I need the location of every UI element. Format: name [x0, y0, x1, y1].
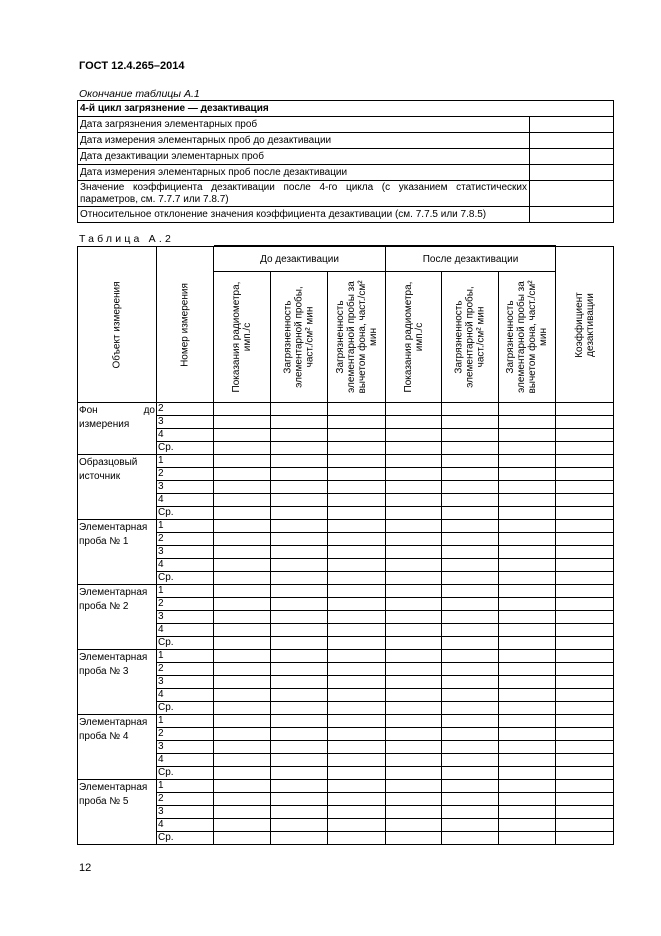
table-a1-value: [530, 117, 614, 133]
measurement-number: 4: [157, 754, 214, 767]
table-row: [78, 207, 614, 223]
table-row: [78, 149, 614, 165]
measurement-number: Ср.: [157, 637, 214, 650]
measurement-number: Ср.: [157, 507, 214, 520]
table-row: [78, 780, 614, 793]
table-a1: [77, 100, 614, 223]
table-row: [78, 832, 614, 845]
measurement-number: 4: [157, 494, 214, 507]
measurement-number: 1: [157, 585, 214, 598]
table-a1-section-title: 4-й цикл загрязнение — дезактивация: [78, 101, 614, 117]
table-row: [78, 533, 614, 546]
document-title: ГОСТ 12.4.265–2014: [79, 60, 185, 72]
col-header-coefficient: [556, 247, 614, 403]
col-header-net-before: [328, 272, 386, 403]
table-row: [78, 468, 614, 481]
col-header-radiometer-after: [386, 272, 442, 403]
measurement-number: 3: [157, 416, 214, 429]
object-cell: [78, 715, 157, 780]
table-a1-label: Относительное отклонение значения коэффициента дезактивации (см. 7.7.5 или 7.8.5): [78, 207, 530, 223]
measurement-number: 3: [157, 806, 214, 819]
table-row: [78, 650, 614, 663]
measurement-number: 4: [157, 559, 214, 572]
col-header-object-label: Объект измерения: [111, 280, 123, 369]
table-row: [78, 559, 614, 572]
col-header-radiometer-before: [214, 272, 271, 403]
table-row: [78, 546, 614, 559]
object-name-line2: проба № 3: [79, 666, 129, 677]
measurement-number: 3: [157, 611, 214, 624]
col-header-number-label: Номер измерения: [179, 282, 191, 367]
measurement-number: 1: [157, 715, 214, 728]
object-cell: [78, 585, 157, 650]
measurement-number: Ср.: [157, 702, 214, 715]
table-row: [78, 455, 614, 468]
table-row: [78, 767, 614, 780]
col-header-label: Показания радиометра, имп./с: [402, 281, 425, 393]
table-row: [78, 754, 614, 767]
table-row: [78, 715, 614, 728]
measurement-number: 2: [157, 468, 214, 481]
table-a1-value: [530, 133, 614, 149]
measurement-number: 3: [157, 481, 214, 494]
col-header-label: Показания радиометра, имп./с: [231, 281, 253, 393]
col-header-label: Загрязненность элементарной пробы за вычетом фона, част./см² мин: [334, 280, 379, 394]
table-row: [78, 572, 614, 585]
object-name-line1: Образцовый: [79, 457, 138, 468]
group-header-before: До дезактивации: [214, 247, 386, 272]
table-row: [78, 806, 614, 819]
measurement-number: 3: [157, 741, 214, 754]
measurement-number: Ср.: [157, 442, 214, 455]
object-name-line2: измерения: [79, 419, 130, 430]
table-row: [78, 624, 614, 637]
table-a1-value: [530, 207, 614, 223]
table-row: [78, 663, 614, 676]
col-header-label: Загрязненность элементарной пробы, част./см² мин: [453, 286, 487, 388]
table-a1-label: Дата измерения элементарных проб до дезактивации: [78, 133, 530, 149]
table-row: [78, 728, 614, 741]
table-a1-label: Дата загрязнения элементарных проб: [78, 117, 530, 133]
table-row: [78, 165, 614, 181]
table-row: [78, 429, 614, 442]
measurement-number: 1: [157, 650, 214, 663]
col-header-contamination-before: [271, 272, 328, 403]
table-row: [78, 741, 614, 754]
table-row: [78, 481, 614, 494]
measurement-number: 1: [157, 780, 214, 793]
object-cell: [78, 403, 157, 455]
measurement-number: 2: [157, 403, 214, 416]
table-row: [78, 611, 614, 624]
table-a1-value: [530, 181, 614, 207]
table-row: [78, 442, 614, 455]
table-a1-section-row: [78, 101, 614, 117]
object-name-line1: Элементарная: [79, 522, 148, 533]
table-row: [78, 793, 614, 806]
table-a2-caption: Таблица А.2: [79, 233, 175, 245]
table-a1-value: [530, 165, 614, 181]
measurement-number: 2: [157, 533, 214, 546]
measurement-number: 4: [157, 689, 214, 702]
table-a1-label: Дата дезактивации элементарных проб: [78, 149, 530, 165]
object-name-line1: Элементарная: [79, 717, 148, 728]
measurement-number: 1: [157, 520, 214, 533]
measurement-number: 2: [157, 728, 214, 741]
measurement-number: 4: [157, 429, 214, 442]
object-cell: [78, 455, 157, 520]
page-number: 12: [79, 862, 92, 874]
table-row: [78, 676, 614, 689]
measurement-number: 2: [157, 793, 214, 806]
table-row: [78, 585, 614, 598]
object-name-line2: проба № 4: [79, 731, 129, 742]
measurement-number: 4: [157, 819, 214, 832]
table-row: [78, 689, 614, 702]
table-row: [78, 520, 614, 533]
measurement-number: 3: [157, 676, 214, 689]
table-a1-label: Дата измерения элементарных проб после дезактивации: [78, 165, 530, 181]
object-name-line1: Элементарная: [79, 587, 148, 598]
table-row: [78, 181, 614, 207]
table-row: [78, 702, 614, 715]
measurement-number: 1: [157, 455, 214, 468]
table-row: [78, 598, 614, 611]
table-a2-group-row: [78, 247, 614, 272]
object-name-line2: источник: [79, 471, 121, 482]
col-header-number: [157, 247, 214, 403]
object-cell: [78, 520, 157, 585]
col-header-label: Загрязненность элементарной пробы за вычетом фона, част./см² мин: [505, 280, 549, 394]
table-row: [78, 494, 614, 507]
table-row: [78, 819, 614, 832]
object-name-word: до: [143, 405, 155, 416]
object-name-line2: проба № 2: [79, 601, 129, 612]
table-row: [78, 117, 614, 133]
measurement-number: 2: [157, 598, 214, 611]
table-row: [78, 133, 614, 149]
col-header-net-after: [499, 272, 556, 403]
object-name-word: Фон: [79, 405, 98, 416]
object-name-line1: Элементарная: [79, 782, 148, 793]
col-header-coefficient-label: Коэффициент дезактивации: [573, 291, 596, 358]
object-name-line2: проба № 5: [79, 796, 129, 807]
measurement-number: Ср.: [157, 767, 214, 780]
table-row: [78, 637, 614, 650]
measurement-number: Ср.: [157, 572, 214, 585]
object-name-line1: Элементарная: [79, 652, 148, 663]
measurement-number: 4: [157, 624, 214, 637]
object-cell: [78, 650, 157, 715]
object-name-line2: проба № 1: [79, 536, 129, 547]
table-row: [78, 403, 614, 416]
measurement-number: 2: [157, 663, 214, 676]
group-header-after: После дезактивации: [386, 247, 556, 272]
object-name-line1: [79, 404, 155, 418]
table-a1-label: Значение коэффициента дезактивации после 4-го цикла (с указанием статистических параметров, см. 7.7.7 или 7.8.7): [78, 181, 530, 207]
col-header-object: [78, 247, 157, 403]
table-a1-caption: Окончание таблицы А.1: [79, 88, 200, 100]
table-row: [78, 416, 614, 429]
measurement-number: 3: [157, 546, 214, 559]
object-cell: [78, 780, 157, 845]
table-a1-value: [530, 149, 614, 165]
col-header-contamination-after: [442, 272, 499, 403]
table-a2: [77, 246, 614, 845]
table-row: [78, 507, 614, 520]
col-header-label: Загрязненность элементарной пробы, част./см² мин: [282, 286, 316, 388]
measurement-number: Ср.: [157, 832, 214, 845]
